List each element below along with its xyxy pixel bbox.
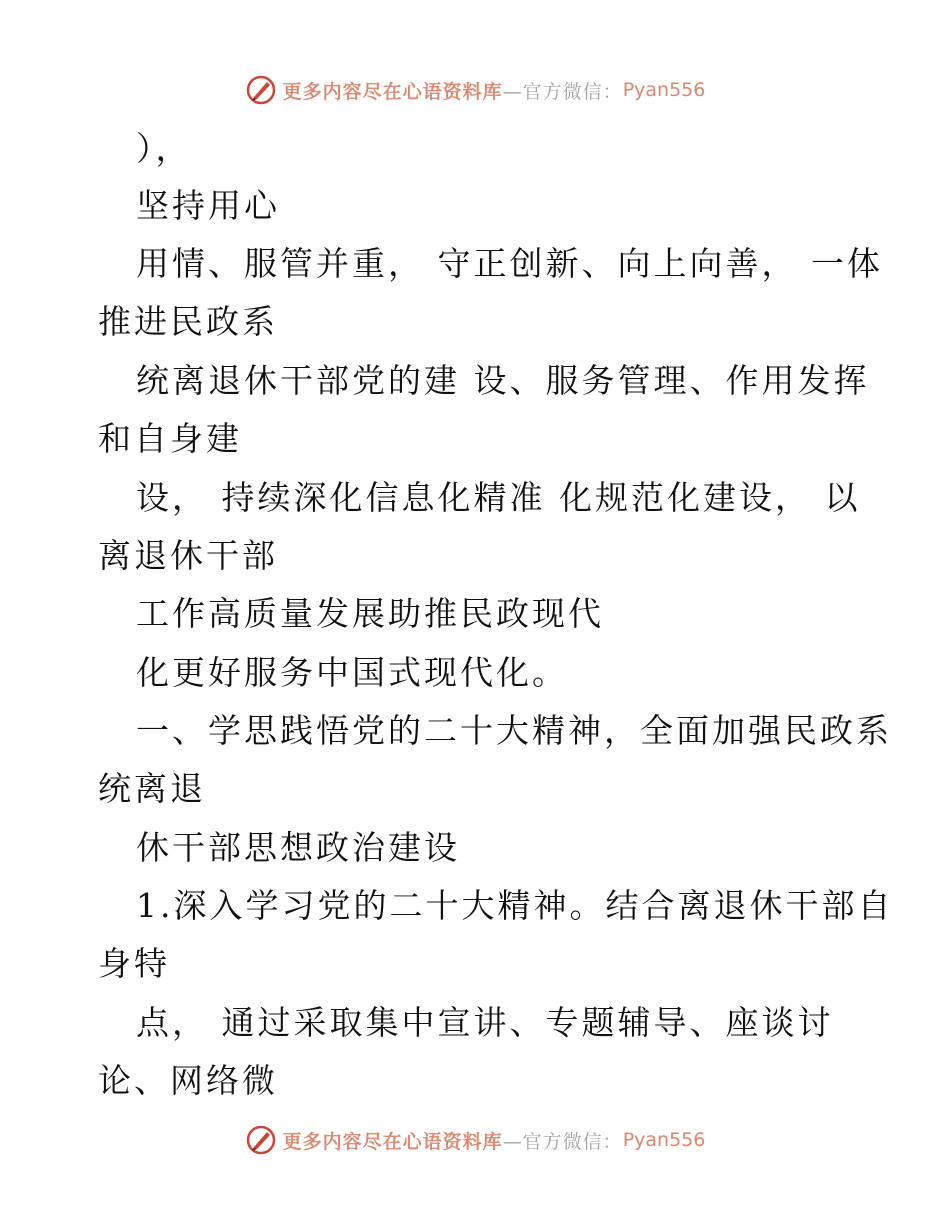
- text-line: 论、网络微: [98, 1061, 278, 1100]
- text-line: 点， 通过采取集中宣讲、专题辅导、座谈讨: [136, 1003, 834, 1042]
- watermark-separator: —官方微信：: [502, 1130, 623, 1153]
- text-line: 工作高质量发展助推民政现代: [136, 594, 604, 633]
- text-line: 身特: [98, 944, 170, 983]
- pen-circle-logo-icon: [245, 1124, 277, 1156]
- text-line: 化更好服务中国式现代化。: [136, 653, 568, 692]
- watermark-text: 更多内容尽在心语资料库: [282, 80, 503, 103]
- watermark-separator: —官方微信：: [502, 80, 623, 103]
- watermark-wechat-id: Pyan556: [622, 79, 706, 101]
- text-line: 坚持用心: [136, 186, 280, 225]
- text-line: 1.深入学习党的二十大精神。结合离退休干部自: [136, 886, 894, 925]
- text-line: 推进民政系: [98, 302, 278, 341]
- text-line: 统离退: [98, 769, 206, 808]
- text-line: 离退休干部: [98, 536, 278, 575]
- footer-watermark: [0, 1120, 950, 1160]
- text-line: 用情、服管并重， 守正创新、向上向善， 一体: [136, 244, 883, 283]
- text-line: 和自身建: [98, 419, 242, 458]
- text-line: 统离退休干部党的建 设、服务管理、作用发挥: [136, 361, 870, 400]
- text-line: 设， 持续深化信息化精准 化规范化建设， 以: [136, 478, 861, 517]
- text-line: 休干部思想政治建设: [136, 828, 460, 867]
- watermark-text: 更多内容尽在心语资料库: [282, 1130, 503, 1153]
- watermark-wechat-id: Pyan556: [622, 1129, 706, 1151]
- text-line: 一、学思践悟党的二十大精神，全面加强民政系: [136, 711, 892, 750]
- text-line: ），: [136, 129, 192, 168]
